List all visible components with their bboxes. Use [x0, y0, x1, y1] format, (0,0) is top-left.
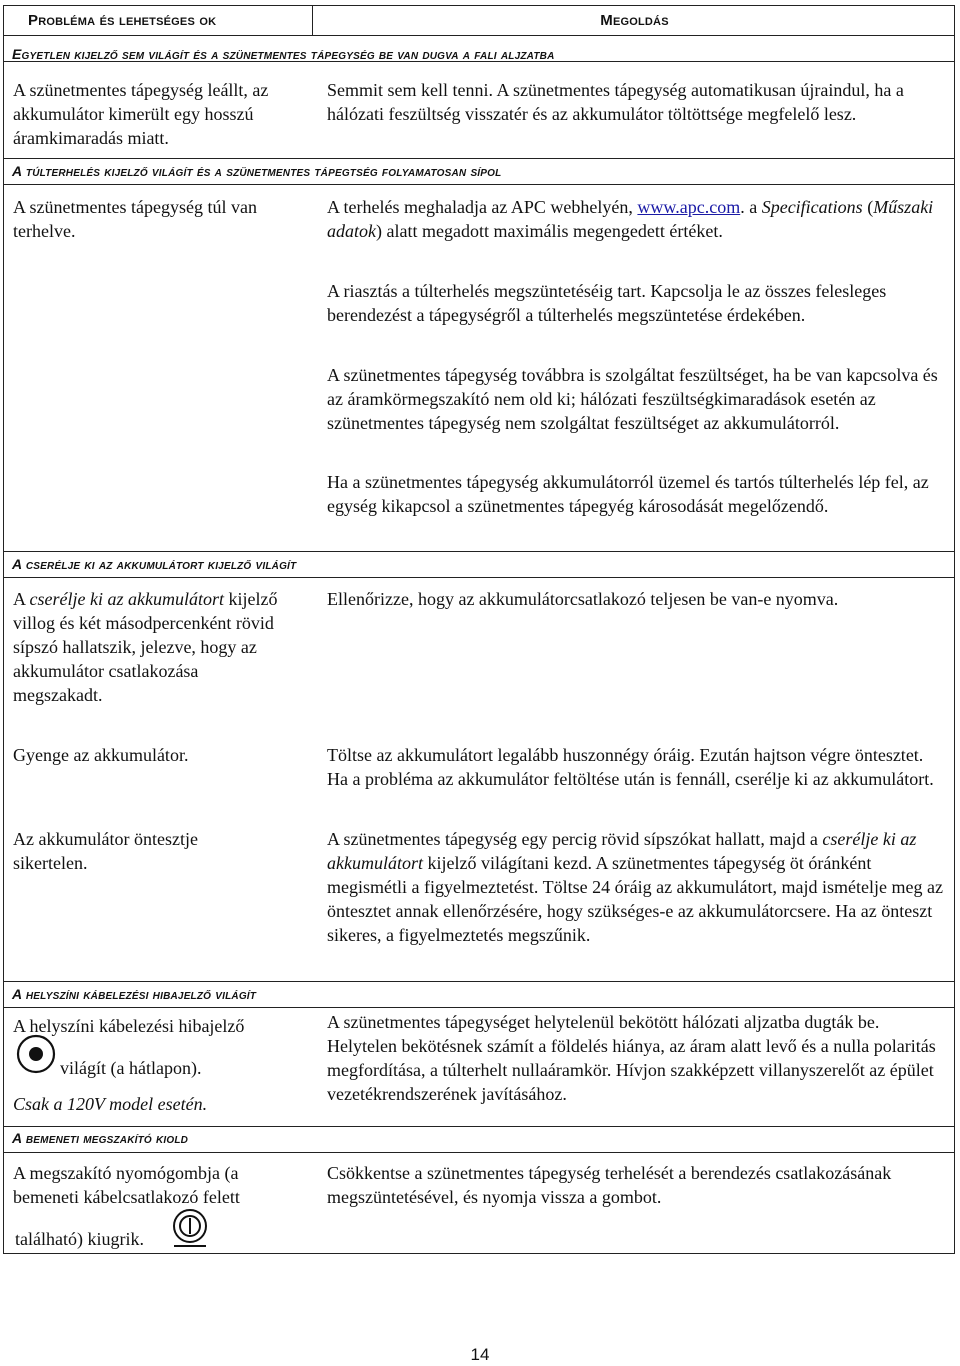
section-rule [4, 158, 954, 159]
section-rule [4, 981, 954, 982]
solution-paragraph: A szünetmentes tápegység továbbra is szolgáltat feszültséget, ha be van kapcsolva és az áramkörmegszakító nem old ki; hálózati feszültségkimaradások esetén az szünetmentes tápegység nem szolgáltat feszültséget az akkumulátorról. [327, 365, 938, 433]
problem-cell: A helyszíni kábelezési hibajelző [13, 1016, 245, 1036]
problem-cell: A cserélje ki az akkumulátort kijelző villog és két másodpercenként rövid sípszó hallatszik, jelezve, hogy az akkumulátor csatlakozása megszakadt. [13, 589, 278, 705]
solution-cell [327, 195, 947, 243]
wiring-fault-indicator-icon [16, 1034, 56, 1079]
section-title: A cserélje ki az akkumulátort kijelző világít [12, 556, 297, 572]
apc-website-link[interactable]: www.apc.com [637, 197, 741, 217]
solution-column-header: Megoldás [600, 12, 669, 29]
problem-cell: világít (a hátlapon). [60, 1058, 202, 1078]
solution-cell: A szünetmentes tápegységet helytelenül bekötött hálózati aljzatba dugták be. Helytelen bekötésnek számít a földelés hiánya, az áram alatt levő és a nulla polaritás megfordítása, a túlterhelt nullaáramkör. Hívjon szakképzett villanyszerelőt az épület vezetékrendszerének javításához. [327, 1012, 936, 1104]
section-rule [4, 551, 954, 552]
section-rule [4, 1126, 954, 1127]
solution-cell: A szünetmentes tápegység egy percig rövid sípszókat hallatt, majd a cserélje ki az akkumulátort kijelző világítani kezd. A szünetmentes tápegység öt óránként megismétli a figyelmeztetést. Töltse 24 óráig az akkumulátort, majd ismételje meg az öntesztet annak ellenőrzésére, hogy szükséges-e az akkumulátorcsere. Ha az önteszt sikeres, a figyelmeztetés megszűnik. [327, 829, 943, 945]
section-rule [4, 184, 954, 185]
solution-cell: Semmit sem kell tenni. A szünetmentes tápegység automatikusan újraindul, ha a hálózati feszültség visszatér és az akkumulátor töltöttsége megfelelő lesz. [327, 80, 904, 124]
circuit-breaker-button-icon [170, 1208, 210, 1255]
section-title: Egyetlen kijelző sem világít és a szünetmentes tápegység be van dugva a fali aljzatba [12, 46, 555, 62]
solution-paragraph: A riasztás a túlterhelés megszüntetéséig tart. Kapcsolja le az összes felesleges berendezést a tápegységről a túlterhelés megszüntetése érdekében. [327, 281, 887, 325]
problem-column-header: Probléma és lehetséges ok [28, 12, 217, 29]
solution-cell: Csökkentse a szünetmentes tápegység terhelését a berendezés csatlakozásának megszüntetésével, és nyomja vissza a gombot. [327, 1163, 892, 1207]
problem-cell: Gyenge az akkumulátor. [13, 745, 189, 765]
section-rule [4, 1007, 954, 1008]
solution-cell: Töltse az akkumulátort legalább huszonnégy óráig. Ezután hajtson végre öntesztet. Ha a probléma az akkumulátor feltöltése után is fennáll, cserélje ki az akkumulátort. [327, 745, 934, 789]
section-rule [4, 1152, 954, 1153]
solution-paragraph: Ha a szünetmentes tápegység akkumulátorról üzemel és tartós túlterhelés lép fel, az egység kikapcsol a szünetmentes tápegyég károsodását megelőzendő. [327, 472, 929, 516]
section-rule [4, 577, 954, 578]
section-title: A helyszíni kábelezési hibajelző világít [12, 986, 257, 1002]
problem-note: Csak a 120V model esetén. [13, 1094, 208, 1114]
problem-cell: A szünetmentes tápegység túl van terhelve. [13, 197, 257, 241]
problem-cell: A megszakító nyomógombja (a bemeneti kábelcsatlakozó felett [13, 1163, 240, 1207]
problem-cell: A szünetmentes tápegység leállt, az akkumulátor kimerült egy hosszú áramkimaradás miatt. [13, 80, 269, 148]
problem-cell: Az akkumulátor öntesztje sikertelen. [13, 829, 198, 873]
page-number: 14 [470, 1345, 490, 1364]
solution-paragraph: A terhelés meghaladja az APC webhelyén, www.apc.com. a Specifications (Műszaki adatok) alatt megadott maximális megengedett értéket. [327, 197, 934, 241]
solution-cell: Ellenőrizze, hogy az akkumulátorcsatlakozó teljesen be van-e nyomva. [327, 589, 839, 609]
header-rule [4, 35, 954, 36]
section-title: A túlterhelés kijelző világít és a szünetmentes tápegtség folyamatosan sípol [12, 163, 502, 179]
section-title: A bemeneti megszakító kiold [12, 1130, 189, 1146]
problem-cell: található) kiugrik. [15, 1229, 144, 1249]
